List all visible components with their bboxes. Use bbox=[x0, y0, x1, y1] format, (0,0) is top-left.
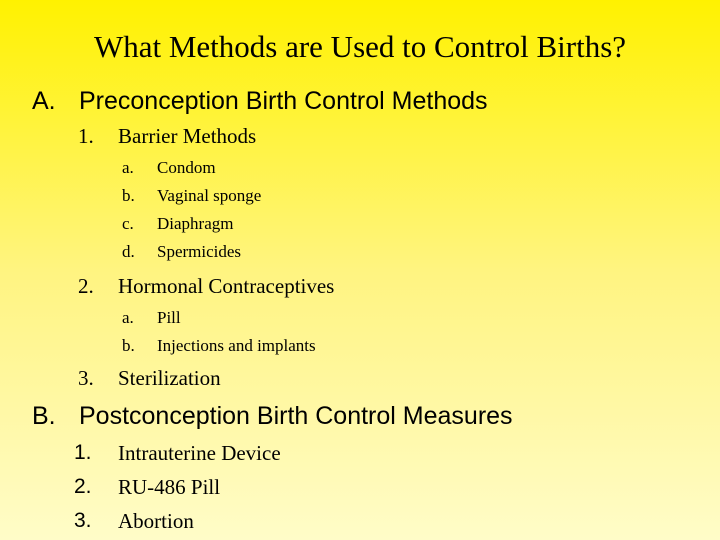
item-label: Abortion bbox=[118, 509, 194, 533]
list-item-hormonal-contraceptives bbox=[0, 272, 720, 304]
item-label: RU-486 Pill bbox=[118, 475, 221, 499]
item-label: Intrauterine Device bbox=[118, 441, 281, 465]
section-heading bbox=[79, 400, 513, 432]
slide-title: What Methods are Used to Control Births? bbox=[93, 29, 627, 64]
subitem-label: Diaphragm bbox=[157, 214, 234, 233]
subitem-label: Vaginal sponge bbox=[157, 186, 262, 205]
subitem-label: Condom bbox=[157, 158, 216, 177]
list-item-barrier-methods bbox=[0, 122, 720, 154]
list-item-sterilization bbox=[0, 364, 720, 396]
section-marker: B. bbox=[32, 402, 56, 430]
list-item-ru486-pill bbox=[0, 473, 720, 505]
item-marker: 2. bbox=[78, 274, 94, 298]
section-marker: A. bbox=[32, 87, 56, 115]
subitem-label: Injections and implants bbox=[157, 336, 316, 355]
section-heading bbox=[79, 85, 488, 117]
item-label: Barrier Methods bbox=[118, 124, 257, 148]
section-heading-prefix: Preconception bbox=[79, 87, 239, 115]
section-a-heading bbox=[0, 85, 720, 117]
item-label: Sterilization bbox=[118, 366, 221, 390]
item-label: Hormonal Contraceptives bbox=[118, 274, 335, 298]
subitem-label: Pill bbox=[157, 308, 181, 327]
section-b-heading bbox=[0, 400, 720, 432]
section-heading-prefix: Postconception bbox=[79, 402, 250, 430]
list-subitem bbox=[0, 240, 720, 272]
subitem-marker: b. bbox=[122, 336, 135, 355]
item-marker: 2. bbox=[74, 475, 92, 498]
subitem-marker: a. bbox=[122, 158, 134, 177]
subitem-marker: c. bbox=[122, 214, 134, 233]
subitem-label: Spermicides bbox=[157, 242, 242, 261]
subitem-marker: d. bbox=[122, 242, 135, 261]
item-marker: 3. bbox=[74, 509, 92, 532]
section-heading-rest: Birth Control Measures bbox=[249, 402, 513, 430]
subitem-marker: b. bbox=[122, 186, 135, 205]
subitem-marker: a. bbox=[122, 308, 134, 327]
list-subitem bbox=[0, 334, 720, 366]
item-marker: 1. bbox=[74, 441, 92, 464]
list-item-abortion bbox=[0, 507, 720, 539]
list-item-intrauterine-device bbox=[0, 439, 720, 471]
item-marker: 3. bbox=[78, 366, 94, 390]
section-heading-rest: Birth Control Methods bbox=[238, 87, 488, 115]
item-marker: 1. bbox=[78, 124, 94, 148]
